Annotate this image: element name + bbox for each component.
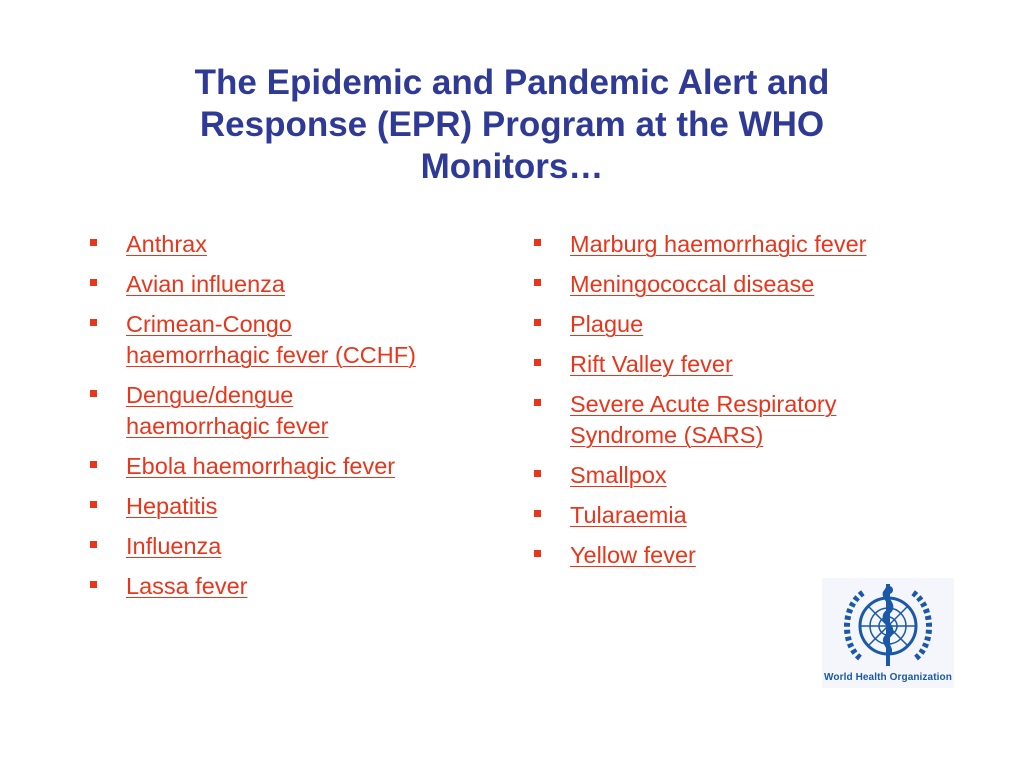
disease-link-text: Severe Acute Respiratory: [570, 391, 837, 417]
disease-link[interactable]: [126, 573, 247, 599]
bullet-icon: [534, 359, 541, 366]
list-item: [530, 229, 940, 260]
disease-link-text: Rift Valley fever: [570, 351, 733, 377]
bullet-icon: [90, 239, 97, 246]
list-item: [86, 269, 496, 300]
disease-link[interactable]: [570, 271, 814, 297]
list-item: [86, 571, 496, 602]
title-line: Monitors…: [420, 147, 604, 186]
bullet-icon: [90, 581, 97, 588]
disease-link-text: Dengue/dengue: [126, 382, 294, 408]
disease-link[interactable]: [126, 382, 328, 439]
title-line: Response (EPR) Program at the WHO: [199, 105, 825, 144]
disease-link-text: Tularaemia: [570, 502, 687, 528]
slide-title: [120, 62, 904, 188]
disease-list-right: [530, 229, 940, 580]
bullet-icon: [534, 399, 541, 406]
list-item: [530, 269, 940, 300]
disease-link[interactable]: [126, 453, 395, 479]
bullet-icon: [90, 541, 97, 548]
disease-link[interactable]: [126, 231, 207, 257]
disease-link-text: Smallpox: [570, 462, 667, 488]
bullet-icon: [90, 390, 97, 397]
list-item: [86, 309, 496, 371]
disease-link-text: Marburg haemorrhagic fever: [570, 231, 867, 257]
list-item: [86, 531, 496, 562]
disease-link-text: Influenza: [126, 533, 222, 559]
disease-link[interactable]: [570, 391, 836, 448]
disease-link[interactable]: [570, 462, 667, 488]
disease-link-text: Plague: [570, 311, 644, 337]
bullet-icon: [90, 461, 97, 468]
disease-link[interactable]: [126, 271, 285, 297]
bullet-icon: [534, 319, 541, 326]
disease-list-left: [86, 229, 496, 611]
list-item: [530, 349, 940, 380]
disease-link-text: haemorrhagic fever: [126, 413, 329, 439]
who-logo: [822, 578, 954, 688]
disease-link[interactable]: [570, 311, 643, 337]
bullet-icon: [90, 279, 97, 286]
disease-link-text: Crimean-Congo: [126, 311, 292, 337]
list-item: [530, 460, 940, 491]
bullet-icon: [534, 510, 541, 517]
disease-link-text: Syndrome (SARS): [570, 422, 764, 448]
disease-link[interactable]: [126, 533, 221, 559]
list-item: [530, 500, 940, 531]
title-line: The Epidemic and Pandemic Alert and: [194, 63, 830, 102]
disease-link[interactable]: [126, 311, 416, 368]
disease-link[interactable]: [570, 351, 733, 377]
bullet-icon: [534, 279, 541, 286]
list-item: [86, 229, 496, 260]
bullet-icon: [534, 550, 541, 557]
disease-link-text: Lassa fever: [126, 573, 248, 599]
disease-link[interactable]: [570, 502, 687, 528]
list-item: [86, 380, 496, 442]
disease-link[interactable]: [570, 542, 696, 568]
list-item: [530, 540, 940, 571]
bullet-icon: [534, 239, 541, 246]
list-item: [530, 389, 940, 451]
disease-link-text: haemorrhagic fever (CCHF): [126, 342, 416, 368]
who-emblem-icon: [840, 582, 936, 670]
disease-link-text: Ebola haemorrhagic fever: [126, 453, 396, 479]
disease-link-text: Anthrax: [126, 231, 207, 257]
disease-link-text: Hepatitis: [126, 493, 218, 519]
bullet-icon: [534, 470, 541, 477]
bullet-icon: [90, 501, 97, 508]
disease-link-text: Yellow fever: [570, 542, 696, 568]
disease-link-text: Avian influenza: [126, 271, 285, 297]
list-item: [86, 451, 496, 482]
list-item: [530, 309, 940, 340]
disease-link-text: Meningococcal disease: [570, 271, 815, 297]
list-item: [86, 491, 496, 522]
bullet-icon: [90, 319, 97, 326]
disease-link[interactable]: [570, 231, 867, 257]
logo-text: World Health Organization: [824, 672, 952, 683]
disease-link[interactable]: [126, 493, 217, 519]
